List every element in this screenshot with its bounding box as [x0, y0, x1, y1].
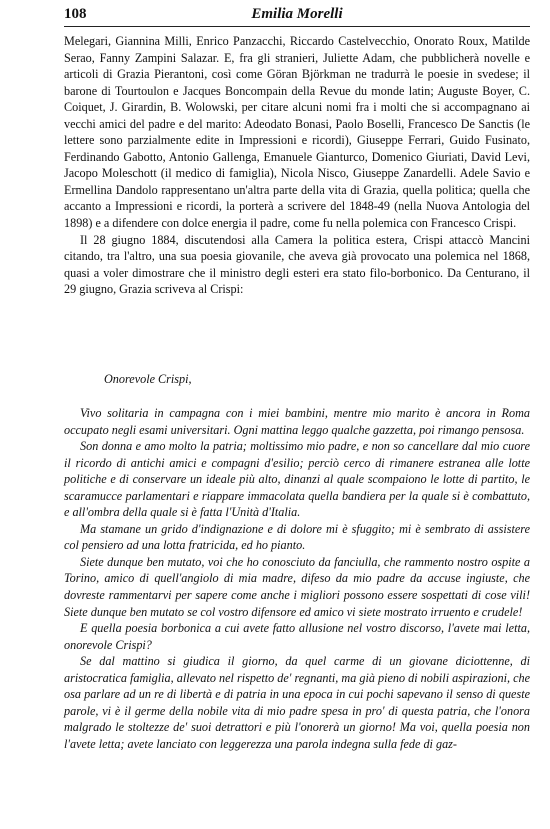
letter-paragraph: Vivo solitaria in campagna con i miei bambini, mentre mio marito è ancora in Roma occupato negli esami universitari. Ogni mattina leggo qualche gazzetta, poi rimango pensosa. — [64, 406, 530, 437]
running-head: Emilia Morelli — [251, 6, 343, 22]
paragraph-names: Melegari, Giannina Milli, Enrico Panzacchi, Riccardo Castelvecchio, Onorato Roux, Matilde Serao, Fanny Zampini Salazar. E, fra gli stranieri, Juliette Adam, che pubblicherà novelle e articoli di Grazia Pierantoni, così come Göran Björkman ne tradurrà le poesie in svedese; il barone di Tourtoulon e Jacques Boncompain della Revue du monde latin; Auguste Boyer, C. Coiquet, J. Girardin, B. Wolowski, per citare alcuni nomi fra i molti che si accompagnano ai vecchi amici del padre e del marito: Adeodato Bonasi, Paolo Boselli, Francesco De Sanctis (le lettere sono parzialmente edite in Impressioni e ricordi), Giuseppe Ferrari, Guido Fusinato, Ferdinando Gabotto, Antonio Gallenga, Emanuele Gianturco, Domenico Giuriati, David Levi, Jacopo Moleschott (il medico di famiglia), Nicola Nisco, Giuseppe Zanardelli. Adele Savio e Ermellina Dandolo rappresentano un'altra parte della vita di Grazia, quella politica; quella che accanto a Impressioni e ricordi, la porterà a scrivere del 1848-49 (nella Nuova Antologia del 1898) e a difendere con dolce energia il padre, come fu nella polemica con Francesco Crispi. — [64, 34, 530, 231]
letter-paragraph: Son donna e amo molto la patria; moltissimo mio padre, e non so cancellare dal mio cuore il ricordo di antichi amici e compagni d'esilio; perciò cerco di rimanere estranea alle lotte politiche e di conservare un ideale più alto, dinanzi al quale scompaiono le lotte di partito, le scaramucce parlamentari e riappare immacolata quella bandiera per la quale si è combattuto, e all'ombra della quale si è fatta l'Unità d'Italia. — [64, 439, 530, 520]
letter-paragraph: E quella poesia borbonica a cui avete fatto allusione nel vostro discorso, l'avete mai letta, onorevole Crispi? — [64, 621, 530, 652]
paragraph-crispi: Il 28 giugno 1884, discutendosi alla Camera la politica estera, Crispi attaccò Mancini citando, tra l'altro, una sua poesia giovanile, che aveva già provocato una polemica nel 1868, quasi a voler dimostrare che il ministro degli esteri era stato filo-borbonico. Da Centurano, il 29 giugno, Grazia scriveva al Crispi: — [64, 232, 530, 297]
page-header — [64, 6, 530, 28]
header-rule — [64, 26, 530, 27]
body-text — [64, 33, 530, 298]
letter-paragraph: Ma stamane un grido d'indignazione e di dolore mi è sfuggito; mi è sembrato di assistere col pensiero ad una lotta fratricida, ed ho pianto. — [64, 521, 530, 553]
page-number: 108 — [64, 6, 87, 22]
letter-paragraph: Se dal mattino si giudica il giorno, da quel carme di un giovane diciottenne, di aristocratica famiglia, allevato nel rispetto de' regnanti, ma già pieno di nobili aspirazioni, che osa parlare ad un re di libertà e di patria in una epoca in cui pochi sapevano il senso di queste parole, vi è il germe della nobile vita di mio padre spesa in pro' di questa patria, che l'onora malgrado le stoltezze de' suoi detrattori e più l'onorerà un giorno! Ma voi, quella poesia non l'avete letta; avete lanciato con leggerezza una parola indegna sulla fede di gaz- — [64, 654, 530, 751]
letter-paragraph: Siete dunque ben mutato, voi che ho conosciuto da fanciulla, che rammento nostro ospite a Torino, amico di quell'angiolo di mia madre, difeso da mio padre da accuse ingiuste, che dovreste rammentarvi per sapere come anche i migliori possono essere sospettati di cose vili! Siete dunque ben mutato se col vostro difensore ed amico vi siete mostrato irruento e crudele! — [64, 554, 530, 619]
letter-body — [64, 405, 530, 752]
letter-salutation: Onorevole Crispi, — [104, 372, 192, 386]
